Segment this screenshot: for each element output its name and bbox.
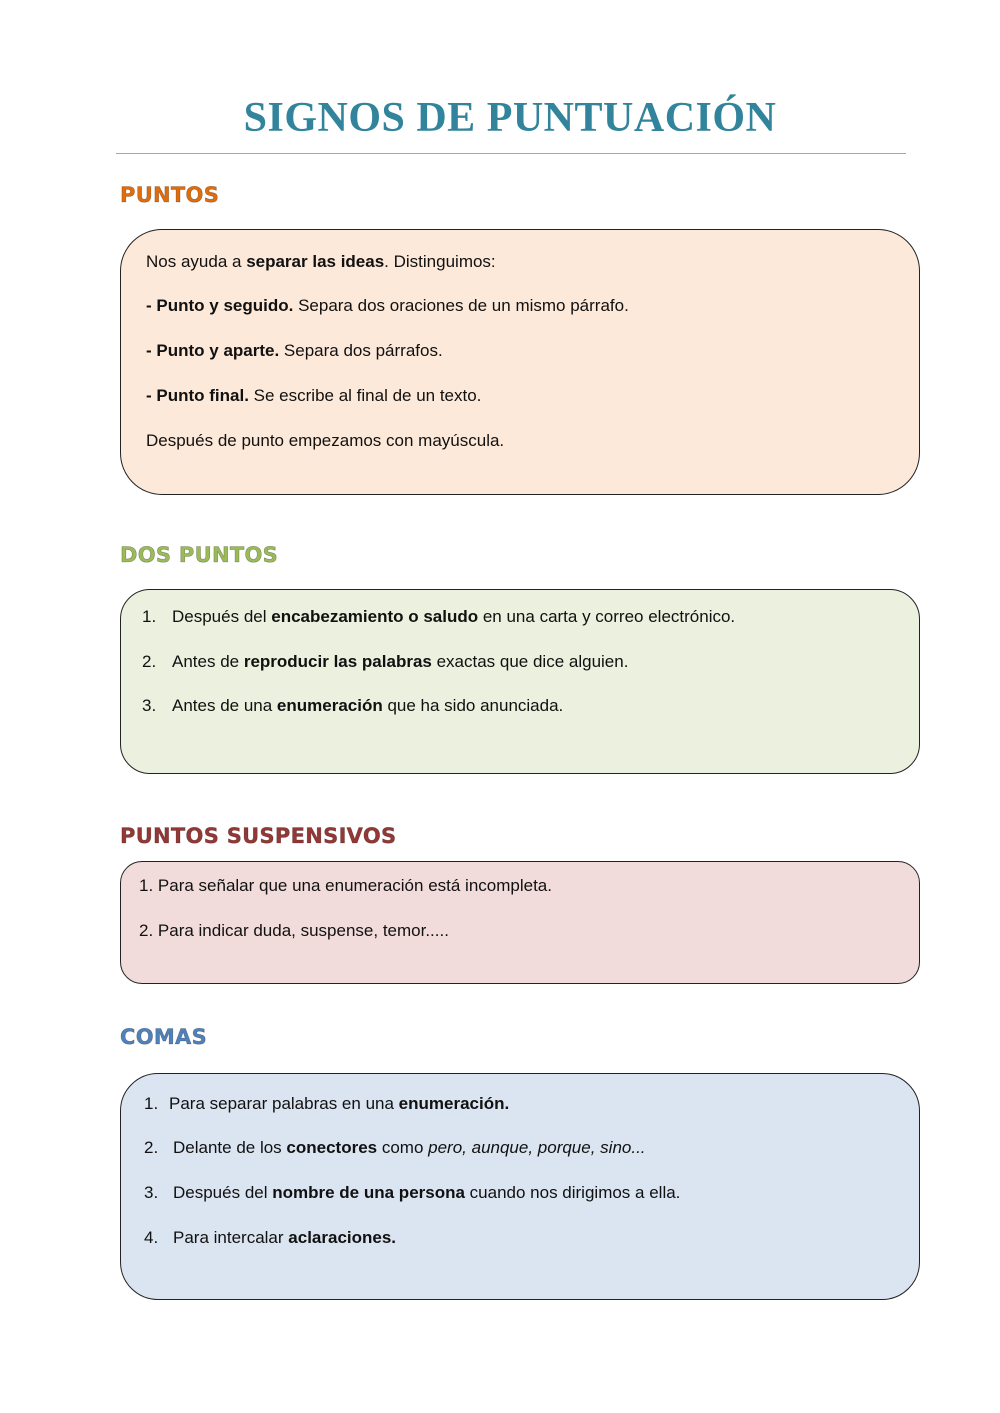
dos-puntos-box xyxy=(120,589,920,774)
section-heading-puntos: PUNTOS xyxy=(120,183,220,207)
list-item: - Punto final. Se escribe al final de un texto. xyxy=(146,386,482,405)
list-item: 1. Para separar palabras en una enumeración. xyxy=(144,1094,510,1113)
section-heading-puntos-suspensivos: PUNTOS SUSPENSIVOS xyxy=(120,824,397,848)
puntos-note: Después de punto empezamos con mayúscula. xyxy=(146,431,505,450)
list-item: 4. Para intercalar aclaraciones. xyxy=(144,1228,397,1247)
section-heading-comas: COMAS xyxy=(120,1025,208,1049)
title-divider xyxy=(116,153,906,154)
list-item: - Punto y aparte. Separa dos párrafos. xyxy=(146,341,443,360)
section-heading-dos-puntos: DOS PUNTOS xyxy=(120,543,279,567)
list-item: 3. Antes de una enumeración que ha sido anunciada. xyxy=(142,696,564,715)
list-item: 2. Para indicar duda, suspense, temor..... xyxy=(139,921,449,940)
list-item: 1. Para señalar que una enumeración está incompleta. xyxy=(139,876,552,895)
list-item: 2. Delante de los conectores como pero, aunque, porque, sino... xyxy=(144,1138,646,1157)
puntos-box xyxy=(120,229,920,495)
comas-box xyxy=(120,1073,920,1300)
list-item: 2. Antes de reproducir las palabras exactas que dice alguien. xyxy=(142,652,629,671)
puntos-intro: Nos ayuda a separar las ideas. Distinguimos: xyxy=(146,252,496,271)
list-item: 1. Después del encabezamiento o saludo en una carta y correo electrónico. xyxy=(142,607,736,626)
page-title: SIGNOS DE PUNTUACIÓN xyxy=(243,95,777,141)
list-item: - Punto y seguido. Separa dos oraciones de un mismo párrafo. xyxy=(146,296,629,315)
puntos-suspensivos-box xyxy=(120,861,920,984)
list-item: 3. Después del nombre de una persona cuando nos dirigimos a ella. xyxy=(144,1183,681,1202)
